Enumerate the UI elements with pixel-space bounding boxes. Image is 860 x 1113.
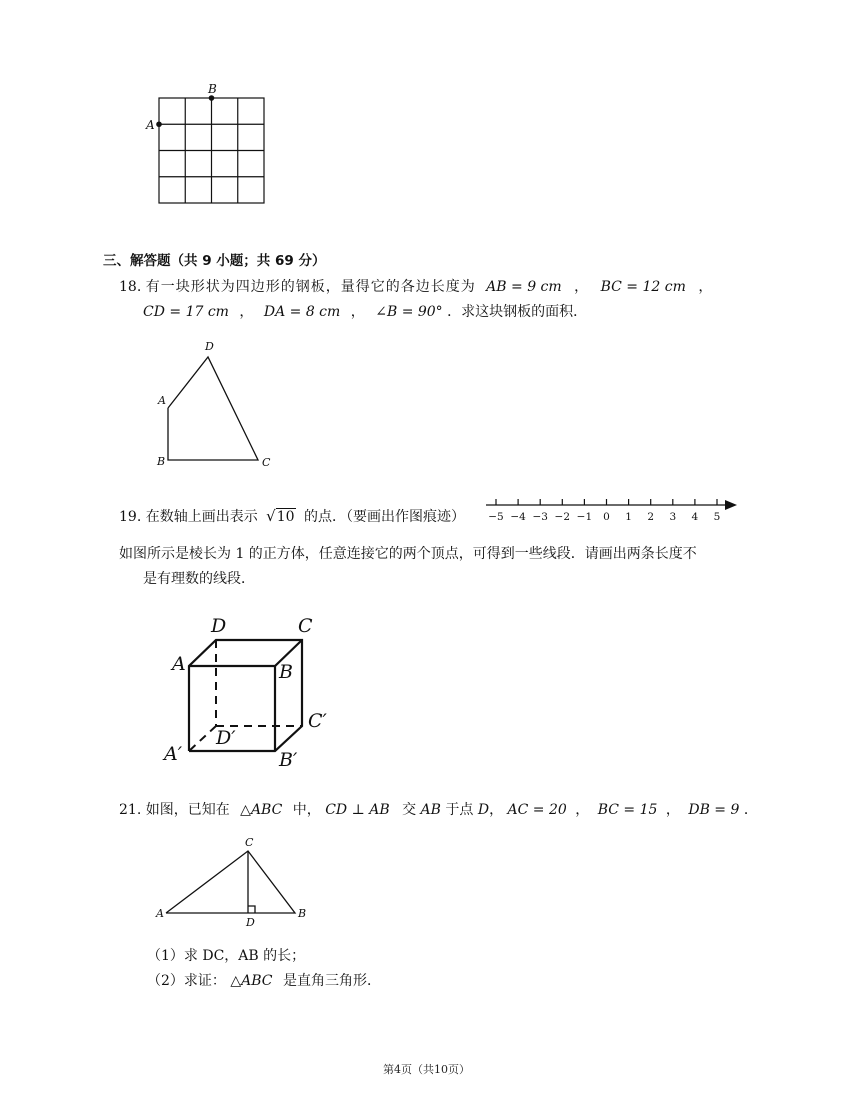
q21-text2: 中， [292,802,321,818]
q21-number: 21. [119,802,142,818]
q21-ac: AC = 20 [507,802,567,818]
q21-bc: BC = 15 [597,802,658,818]
cube-label-b: B [279,661,293,683]
q18-tail: ．求这块钢板的面积． [447,304,588,320]
number-line-label: −3 [532,511,548,523]
number-line-label: 5 [713,511,721,523]
q18-bc: BC = 12 cm [600,279,686,295]
tri-label-d: D [246,916,255,929]
q21-d: D [477,802,490,818]
q21-end: ． [743,802,758,818]
cube-label-c: C [298,615,313,637]
number-line-label: −2 [554,511,571,523]
number-line-label: −1 [576,511,593,523]
q18-line2: CD = 17 cm ， DA = 8 cm ， ∠B = 90° ．求这块钢板的面积． [143,304,588,320]
q21-sub2 [147,971,381,991]
q19-sqrt: √10 [266,507,295,525]
q21-text3: 交 [402,802,417,818]
quad-label-b: B [157,455,166,468]
number-line-label: −4 [510,511,526,523]
number-line-label: 1 [625,511,632,523]
q19-text-after: 的点．（要画出作图痕迹） [304,509,466,525]
cube-label-a: A [172,653,186,675]
section-title: 三、解答题（共 9 小题；共 69 分） [103,253,326,269]
q21-db: DB = 9 [688,802,740,818]
cube-label-a2: A′ [164,743,183,765]
q18-angle: ∠B = 90° [375,304,443,320]
cube-label-d2: D′ [216,727,236,749]
number-line-label: 0 [603,511,610,523]
cube-label-d: D [211,615,227,637]
q21-line: 21. 如图，已知在 △ABC 中， CD ⊥ AB 交 AB 于点 D， AC = 20 ， BC = 15 ， DB = 9 ． [119,802,758,818]
page-footer: 第4页（共10页） [383,1063,470,1076]
number-line-label: 3 [669,511,677,523]
q21-ab: AB [420,802,441,818]
q21-sub2-text: （2）求证： [147,973,226,989]
tri-label-a: A [156,907,164,920]
q21-text4: 于点 [445,802,474,818]
q19-number: 19. [119,509,142,525]
q21-perp: CD ⊥ AB [325,802,390,818]
q21-text1: 如图，已知在 [145,802,230,818]
quad-label-c: C [262,456,271,469]
cube-label-c2: C′ [308,710,327,732]
tri-label-c: C [245,836,254,849]
q20-line2: 是有理数的线段． [143,571,255,587]
q21-tri: △ABC [240,802,283,818]
cube-label-b2: B′ [279,749,298,771]
q19-text-before: 在数轴上画出表示 [145,509,258,525]
q18-text: 有一块形状为四边形的钢板，量得它的各边长度为 [145,279,476,295]
q20-line1: 如图所示是棱长为 1 的正方体，任意连接它的两个顶点，可得到一些线段．请画出两条长度不 [119,546,697,562]
q18-ab: AB = 9 cm [486,279,562,295]
q18-number: 18. [119,279,142,295]
q21-sub2-tri: △ABC [230,973,273,989]
number-line-label: −5 [488,511,504,523]
number-line-label: 2 [647,511,655,523]
grid-label-a: A [146,118,155,132]
quad-label-d: D [205,340,214,353]
number-line-label: 4 [691,511,699,523]
q18-da: DA = 8 cm [263,304,341,320]
tri-label-b: B [298,907,307,920]
quad-label-a: A [158,394,166,407]
q18-line1: 18. 有一块形状为四边形的钢板，量得它的各边长度为 AB = 9 cm ， BC = 12 cm ， [119,279,713,295]
q18-cd: CD = 17 cm [143,304,229,320]
q21-sub2-tail: 是直角三角形． [282,973,381,989]
grid-label-b: B [208,82,217,96]
q21-sub1: （1）求 DC，AB 的长； [147,948,306,964]
q19-sqrt-value: 10 [276,509,295,525]
